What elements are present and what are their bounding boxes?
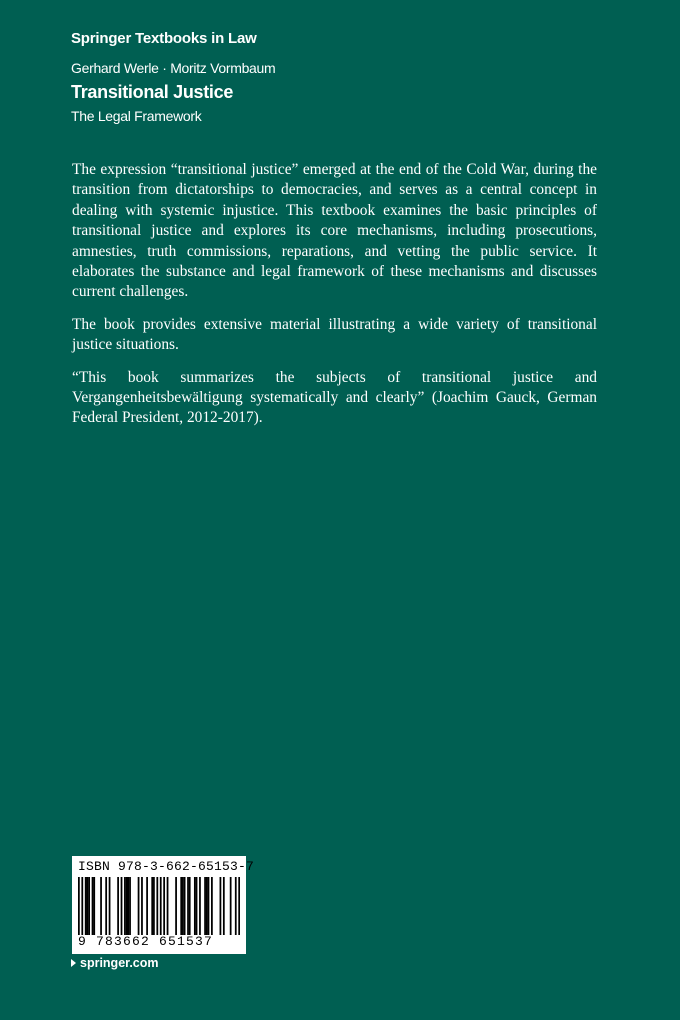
- barcode-bar: [138, 877, 140, 935]
- barcode-bar: [206, 877, 208, 935]
- barcode-bar: [127, 877, 129, 935]
- book-subtitle: The Legal Framework: [71, 108, 202, 124]
- barcode-bar: [88, 877, 90, 935]
- barcode-bar: [81, 877, 83, 935]
- ean-digits: 9 783662 651537: [78, 934, 214, 949]
- barcode-bar: [223, 877, 225, 935]
- barcode-bar: [235, 877, 237, 935]
- barcode-bar: [189, 877, 191, 935]
- barcode-bar: [238, 877, 240, 935]
- isbn-barcode: [72, 856, 255, 954]
- barcode-bar: [211, 877, 213, 935]
- barcode-bar: [105, 877, 107, 935]
- barcode-bar: [85, 877, 87, 935]
- barcode-bar: [167, 877, 169, 935]
- website-label: springer.com: [80, 956, 159, 970]
- blurb-paragraph-quote: “This book summarizes the subjects of transitional justice and Vergangenheitsbewältigung systematically and clearly” (Joachim Gauck, German Federal President, 2012-2017).: [72, 368, 597, 427]
- blurb-paragraph-description: The expression “transitional justice” emerged at the end of the Cold War, during the transition from dictatorships to democracies, and serves as a central concept in dealing with systemic injustice. This textbook examines the basic principles of transitional justice and explores its core mechanisms, including prosecutions, amnesties, truth commissions, reparations, and vetting the public service. It elaborates the substance and legal framework of these mechanisms and discusses current challenges.: [72, 161, 597, 301]
- barcode-bar: [187, 877, 189, 935]
- barcode-bar: [230, 877, 232, 935]
- barcode-bar: [184, 877, 186, 935]
- barcode-bar: [175, 877, 177, 935]
- book-title: Transitional Justice: [71, 82, 234, 102]
- barcode-bar: [126, 877, 128, 935]
- blurb: [72, 160, 597, 441]
- barcode-bars: [78, 877, 240, 935]
- barcode-bar: [146, 877, 148, 935]
- barcode-bar: [160, 877, 162, 935]
- barcode-bar: [153, 877, 155, 935]
- barcode-bar: [208, 877, 210, 935]
- barcode-bar: [121, 877, 123, 935]
- series-name: Springer Textbooks in Law: [71, 30, 257, 47]
- barcode-bar: [117, 877, 119, 935]
- blurb-paragraph-material: The book provides extensive material illustrating a wide variety of transitional justice situations.: [72, 315, 597, 354]
- barcode-bar: [141, 877, 143, 935]
- arrow-right-icon: [71, 959, 76, 967]
- barcode-bar: [93, 877, 95, 935]
- website-link[interactable]: [71, 956, 159, 970]
- barcode-bar: [156, 877, 158, 935]
- barcode-bar: [194, 877, 196, 935]
- barcode-bar: [204, 877, 206, 935]
- isbn-label: ISBN 978-3-662-65153-7: [78, 859, 255, 874]
- barcode-bar: [124, 877, 126, 935]
- barcode-bar: [220, 877, 222, 935]
- barcode-bar: [92, 877, 94, 935]
- barcode-bar: [182, 877, 184, 935]
- authors: Gerhard Werle · Moritz Vormbaum: [71, 60, 276, 76]
- barcode-bar: [196, 877, 198, 935]
- barcode-bar: [180, 877, 182, 935]
- barcode-bar: [78, 877, 80, 935]
- barcode-bar: [109, 877, 111, 935]
- barcode-bar: [151, 877, 153, 935]
- barcode-bar: [87, 877, 89, 935]
- barcode-bar: [100, 877, 102, 935]
- barcode-bar: [199, 877, 201, 935]
- barcode-bar: [163, 877, 165, 935]
- barcode-bar: [129, 877, 131, 935]
